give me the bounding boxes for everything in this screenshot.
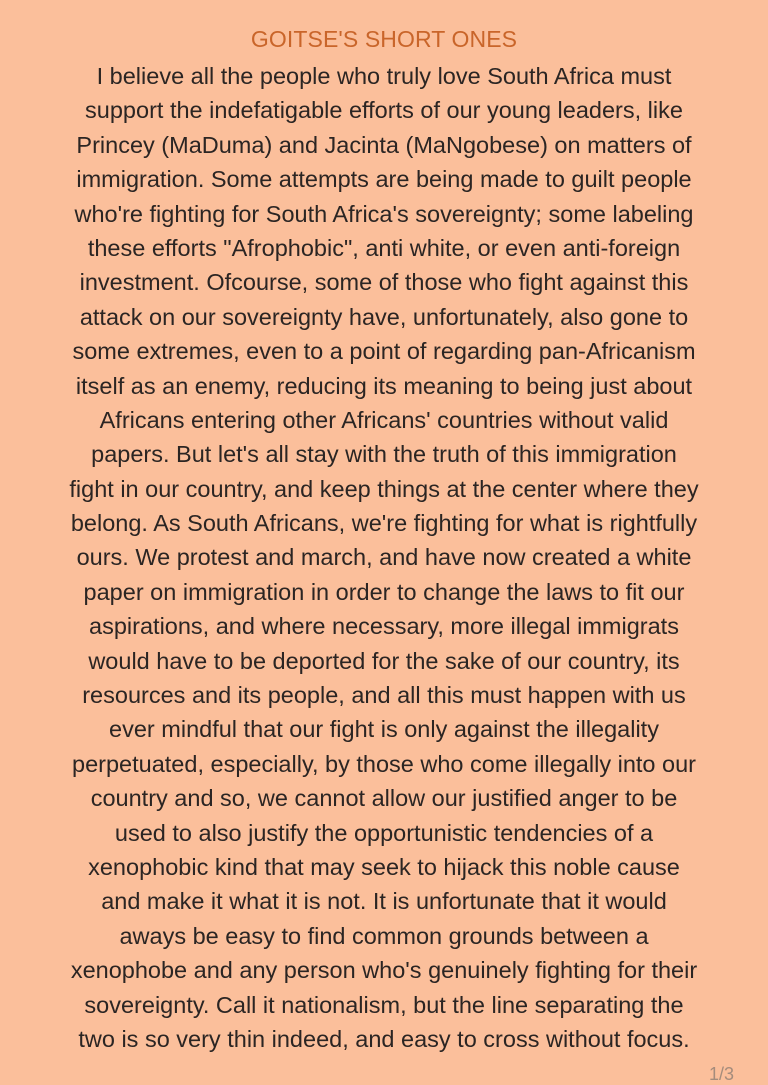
body-line: would have to be deported for the sake of our country, its (88, 647, 680, 674)
body-line: paper on immigration in order to change the laws to fit our (83, 578, 685, 605)
body-line: I believe all the people who truly love South Africa must (96, 63, 672, 89)
body-line: belong. As South Africans, we're fighting for what is rightfully (70, 510, 698, 537)
page-indicator: 1/3 (708, 1064, 734, 1084)
body-line: ever mindful that our fight is only against the illegality (109, 716, 659, 743)
body-line: aspirations, and where necessary, more illegal immigrats (89, 613, 679, 640)
body-line: xenophobe and any person who's genuinely fighting for their (70, 957, 698, 984)
body-line: itself as an enemy, reducing its meaning to being just about (75, 372, 693, 399)
body-line: Princey (MaDuma) and Jacinta (MaNgobese) on matters of (76, 131, 692, 158)
body-line: sovereignty. Call it nationalism, but the line separating the (84, 991, 684, 1018)
body-line: resources and its people, and all this must happen with us (82, 682, 686, 709)
document-body (14, 59, 754, 1056)
body-line: and make it what it is not. It is unfortunate that it would (101, 888, 667, 915)
body-line: fight in our country, and keep things at the center where they (69, 475, 699, 502)
body-line: investment. Ofcourse, some of those who fight against this (79, 269, 689, 296)
body-line: xenophobic kind that may seek to hijack this noble cause (88, 853, 680, 880)
body-line: immigration. Some attempts are being made to guilt people (76, 166, 692, 193)
body-line: some extremes, even to a point of regarding pan-Africanism (72, 338, 696, 365)
body-line: two is so very thin indeed, and easy to cross without focus. (78, 1025, 690, 1052)
body-line: perpetuated, especially, by those who come illegally into our (72, 750, 696, 777)
body-line: country and so, we cannot allow our justified anger to be (90, 785, 678, 812)
body-line: support the indefatigable efforts of our young leaders, like (85, 97, 683, 124)
body-line: papers. But let's all stay with the truth of this immigration (91, 441, 677, 468)
body-line: who're fighting for South Africa's sovereignty; some labeling (74, 200, 694, 227)
body-line: these efforts "Afrophobic", anti white, or even anti-foreign (87, 234, 681, 261)
body-line: attack on our sovereignty have, unfortunately, also gone to (79, 303, 689, 330)
body-line: aways be easy to find common grounds between a (119, 922, 649, 949)
body-line: ours. We protest and march, and have now created a white (76, 544, 692, 571)
body-line: used to also justify the opportunistic tendencies of a (114, 819, 654, 846)
body-line: Africans entering other Africans' countries without valid (99, 406, 669, 433)
document-title: GOITSE'S SHORT ONES (250, 26, 518, 52)
